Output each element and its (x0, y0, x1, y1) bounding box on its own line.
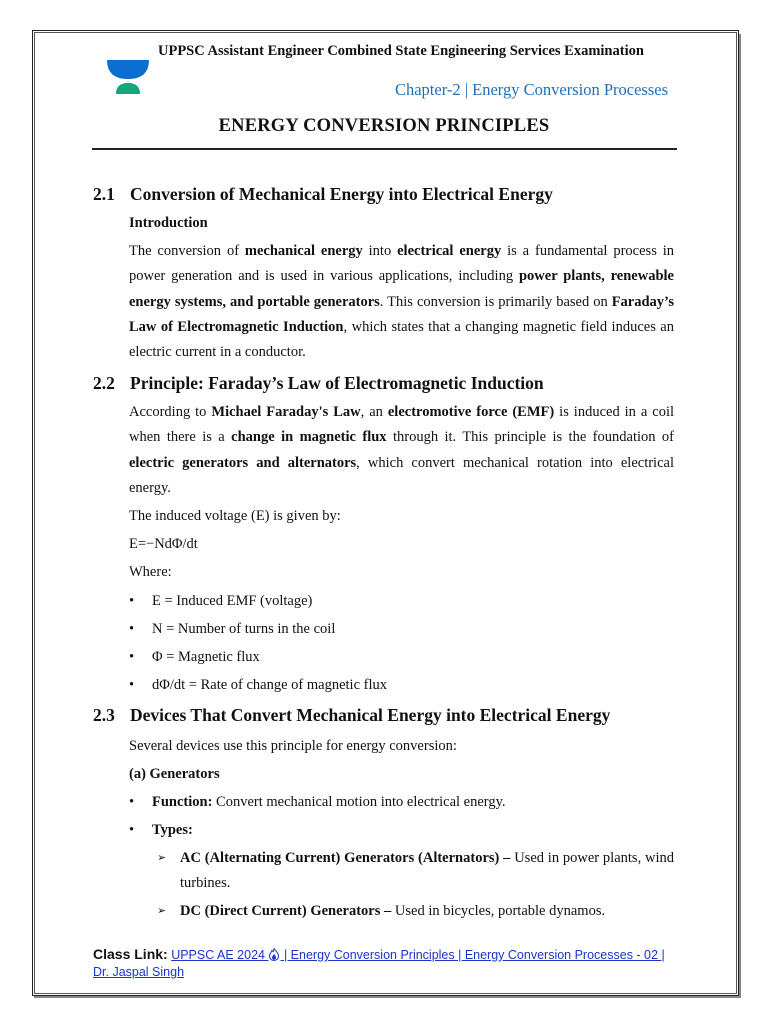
bullet-icon: • (129, 593, 135, 609)
bold-term: AC (Alternating Current) Generators (Alternators) – (180, 850, 511, 866)
subheading-introduction: Introduction (129, 215, 208, 231)
list-item-text: dΦ/dt = Rate of change of magnetic flux (152, 677, 387, 693)
sub-list-item-text (180, 846, 674, 896)
bold-term: power plants, renewable energy systems, and portable generators (129, 268, 674, 310)
bullet-icon: • (129, 621, 135, 637)
section-heading-2-2 (93, 373, 544, 394)
sub-list-item (157, 846, 674, 896)
bold-term: Types: (152, 822, 193, 838)
border-shadow-right (739, 34, 741, 998)
bold-term: Michael Faraday's Law (211, 404, 361, 420)
text-run: through it. This principle is the foundation of (386, 429, 674, 446)
text-run: According to (129, 404, 212, 420)
text-run: . This conversion is primarily based on (379, 293, 612, 310)
link-text: | Energy Conversion Principles | Energy Conversion Processes - 02 | Dr. Jaspal Singh (93, 948, 665, 979)
bullet-icon: • (129, 649, 135, 665)
section-number: 2.3 (93, 705, 115, 725)
bold-term: electrical energy (397, 243, 502, 259)
bullet-icon: • (129, 794, 135, 810)
bold-term: change in magnetic flux (231, 429, 387, 446)
emf-formula: E=−NdΦ/dt (129, 536, 198, 552)
arrow-bullet-icon: ➢ (157, 852, 167, 864)
section-heading-text: Principle: Faraday’s Law of Electromagnetic Induction (130, 373, 544, 393)
title-divider (92, 148, 677, 150)
page-title: ENERGY CONVERSION PRINCIPLES (218, 116, 550, 136)
bold-term: DC (Direct Current) Generators – (180, 903, 392, 919)
bullet-icon: • (129, 822, 135, 838)
text-run: Used in bicycles, portable dynamos. (391, 903, 606, 919)
sub-list-item (157, 899, 674, 924)
section-heading-2-3 (93, 705, 610, 726)
text-run: Convert mechanical motion into electrical energy. (212, 794, 506, 810)
text-run: , an (360, 404, 388, 420)
border-shadow-bottom (34, 996, 741, 998)
text-run: Used in power plants, wind turbines. (180, 850, 674, 891)
text-run: is a fundamental process in power generation and is used in various applications, including (129, 243, 675, 285)
section-heading-2-1 (93, 184, 553, 205)
list-item-text (152, 822, 193, 839)
text-run: The conversion of (129, 243, 245, 259)
fire-emoji-icon (268, 948, 280, 961)
section-heading-text: Conversion of Mechanical Energy into Electrical Energy (130, 184, 553, 204)
bold-term: electric generators and alternators (129, 454, 357, 471)
exam-title: UPPSC Assistant Engineer Combined State Engineering Services Examination (158, 43, 644, 59)
chapter-title: Chapter-2 | Energy Conversion Processes (394, 80, 668, 99)
section-number: 2.2 (93, 373, 115, 393)
text-run: , which states that a changing magnetic field induces an electric current in a conductor. (129, 318, 674, 361)
bold-term: mechanical energy (244, 243, 363, 259)
bold-term: Faraday’s Law of Electromagnetic Induction (129, 293, 674, 335)
where-label: Where: (129, 564, 172, 580)
bold-term: electromotive force (EMF) (387, 404, 555, 420)
paragraph-faraday (129, 400, 674, 501)
text-run: is induced in a coil when there is a (129, 404, 674, 446)
bold-term: Function: (152, 794, 213, 810)
list-item-text: Φ = Magnetic flux (152, 649, 260, 665)
list-item-text: E = Induced EMF (voltage) (152, 593, 313, 609)
induced-voltage-line: The induced voltage (E) is given by: (129, 508, 341, 524)
paragraph-introduction (129, 239, 674, 365)
link-text: UPPSC AE 2024 (171, 948, 269, 962)
subheading-generators: (a) Generators (129, 766, 220, 782)
list-item-text: N = Number of turns in the coil (152, 621, 336, 637)
class-link-label: Class Link: (93, 946, 168, 962)
section-number: 2.1 (93, 184, 115, 204)
class-link (93, 946, 683, 981)
section-heading-text: Devices That Convert Mechanical Energy into Electrical Energy (130, 705, 611, 725)
devices-intro: Several devices use this principle for energy conversion: (129, 738, 457, 754)
unacademy-logo-icon (106, 60, 150, 96)
sub-list-item-text (180, 899, 674, 924)
text-run: , which convert mechanical rotation into electrical energy. (129, 454, 674, 496)
list-item-text (152, 794, 506, 811)
class-link-url[interactable] (93, 948, 665, 979)
bullet-icon: • (129, 677, 135, 693)
arrow-bullet-icon: ➢ (157, 905, 167, 917)
text-run: into (362, 243, 398, 259)
